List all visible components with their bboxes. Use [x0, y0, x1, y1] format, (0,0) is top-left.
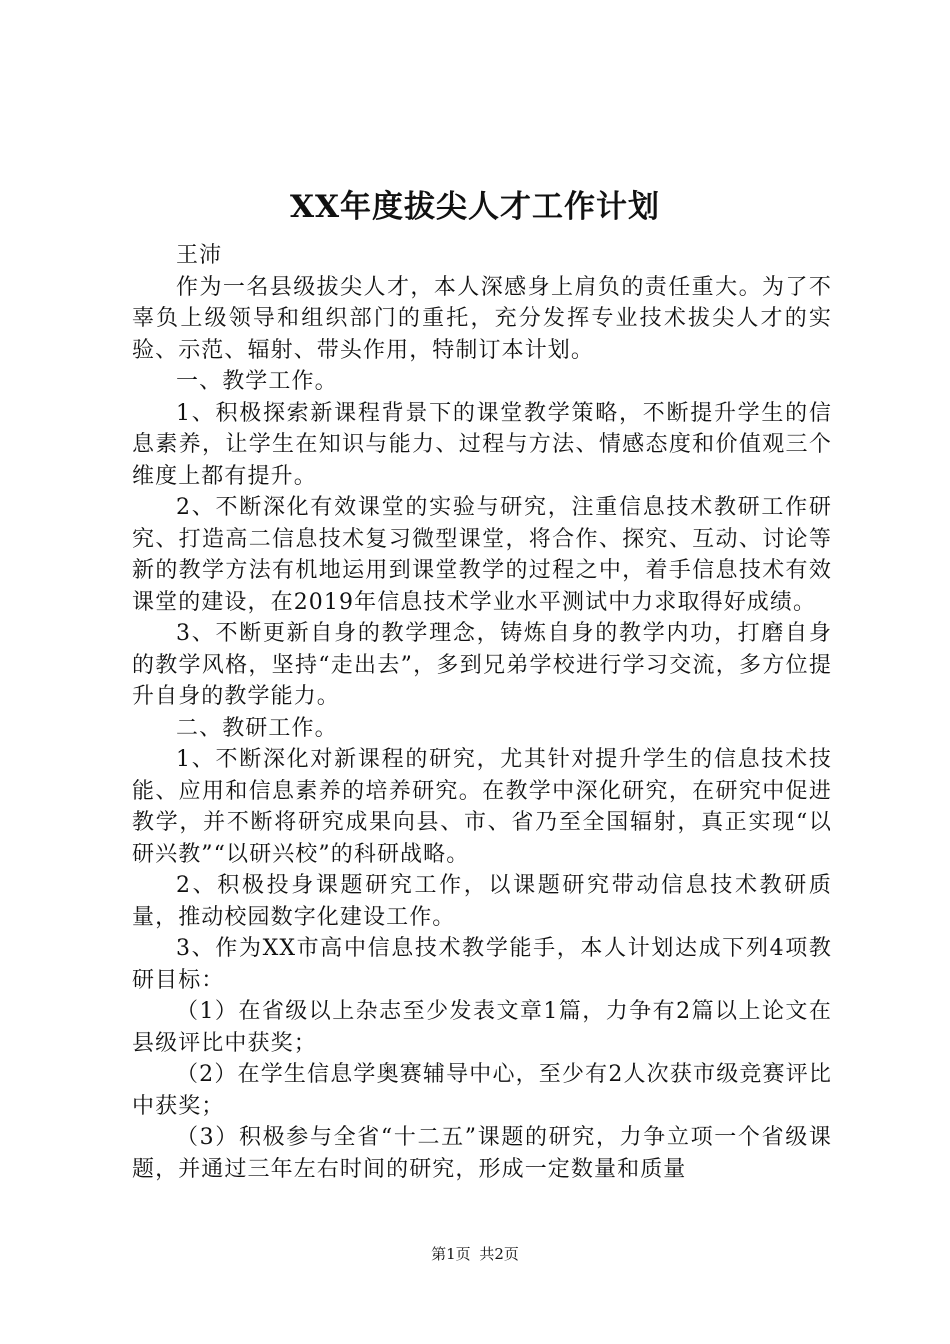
paragraph-teaching-1: 1、积极探索新课程背景下的课堂教学策略，不断提升学生的信息素养，让学生在知识与能力、过程与方法、情感态度和价值观三个维度上都有提升。 [132, 400, 832, 489]
page-indicator: 第1页 共2页 [431, 1245, 519, 1263]
goal-item-2: （2）在学生信息学奥赛辅导中心，至少有2人次获市级竞赛评比中获奖； [132, 1062, 832, 1119]
paragraph-intro: 作为一名县级拔尖人才，本人深感身上肩负的责任重大。为了不辜负上级领导和组织部门的重托，充分发挥专业技术拔尖人才的实验、示范、辐射、带头作用，特制订本计划。 [132, 274, 832, 363]
goal-item-1: （1）在省级以上杂志至少发表文章1篇，力争有2篇以上论文在县级评比中获奖； [132, 999, 832, 1056]
paragraph-research-3: 3、作为XX市高中信息技术教学能手，本人计划达成下列4项教研目标： [132, 936, 832, 993]
document-body [132, 240, 832, 1185]
paragraph-research-1: 1、不断深化对新课程的研究，尤其针对提升学生的信息技术技能、应用和信息素养的培养研究。在教学中深化研究，在研究中促进教学，并不断将研究成果向县、市、省乃至全国辐射，真正实现“以研兴教”“以研兴校”的科研战略。 [132, 747, 832, 867]
section-heading-research: 二、教研工作。 [176, 715, 338, 741]
paragraph-research-2: 2、积极投身课题研究工作，以课题研究带动信息技术教研质量，推动校园数字化建设工作。 [132, 873, 832, 930]
paragraph-teaching-3: 3、不断更新自身的教学理念，铸炼自身的教学内功，打磨自身的教学风格，坚持“走出去”，多到兄弟学校进行学习交流，多方位提升自身的教学能力。 [132, 621, 832, 709]
goal-item-3: （3）积极参与全省“十二五”课题的研究，力争立项一个省级课题，并通过三年左右时间的研究，形成一定数量和质量 [132, 1125, 832, 1182]
document-title: XX年度拔尖人才工作计划 [289, 189, 661, 225]
author-line: 王沛 [176, 243, 223, 268]
section-heading-teaching: 一、教学工作。 [176, 369, 338, 394]
paragraph-teaching-2: 2、不断深化有效课堂的实验与研究，注重信息技术教研工作研究、打造高二信息技术复习微型课堂，将合作、探究、互动、讨论等新的教学方法有机地运用到课堂教学的过程之中，着手信息技术有效课堂的建设，在2019年信息技术学业水平测试中力求取得好成绩。 [132, 495, 832, 615]
